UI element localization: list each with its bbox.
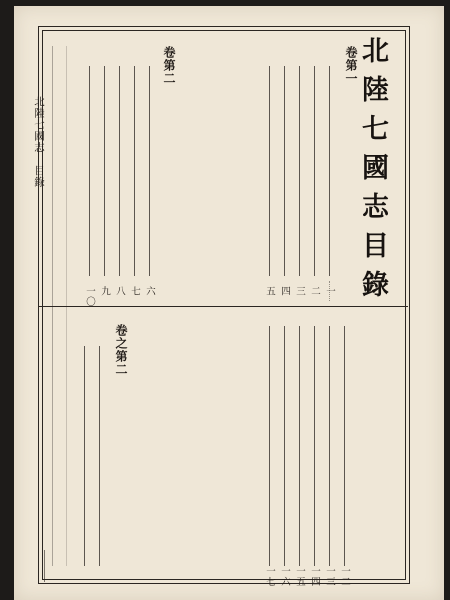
gutter-mark bbox=[44, 550, 45, 582]
page-number: 一 bbox=[324, 286, 335, 297]
toc-entry bbox=[99, 346, 100, 566]
page-number: 一七 bbox=[264, 566, 275, 587]
page-number: 七 bbox=[129, 286, 140, 297]
section-heading: 卷之第二 bbox=[114, 324, 128, 376]
section-heading: 卷第二 bbox=[162, 46, 176, 85]
toc-entry bbox=[299, 326, 300, 566]
page-number: 一四 bbox=[309, 566, 320, 587]
page-number: 二 bbox=[309, 286, 320, 297]
page-number: 一〇 bbox=[84, 286, 95, 307]
toc-entry bbox=[104, 66, 105, 276]
page-title: 北陸七國志目錄 bbox=[357, 36, 388, 309]
toc-entry bbox=[284, 326, 285, 566]
toc-entry bbox=[299, 66, 300, 276]
toc-entry bbox=[329, 326, 330, 566]
toc-entry bbox=[119, 66, 120, 276]
page-number: 一六 bbox=[279, 566, 290, 587]
page-number: 一二 bbox=[339, 566, 350, 587]
toc-entry bbox=[149, 66, 150, 276]
toc-entry bbox=[344, 326, 345, 566]
page-number: 一三 bbox=[324, 566, 335, 587]
page-number: 三 bbox=[294, 286, 305, 297]
toc-entry bbox=[84, 346, 85, 566]
page-number: 五 bbox=[264, 286, 275, 297]
page-number: 九 bbox=[99, 286, 110, 297]
spine-rule-inner bbox=[66, 46, 67, 566]
toc-entry bbox=[89, 66, 90, 276]
page-number: 六 bbox=[144, 286, 155, 297]
toc-entry bbox=[314, 66, 315, 276]
page-number: 一五 bbox=[294, 566, 305, 587]
toc-entry bbox=[314, 326, 315, 566]
page-number: 四 bbox=[279, 286, 290, 297]
section-heading: 卷第一 bbox=[344, 46, 358, 85]
toc-entry bbox=[284, 66, 285, 276]
document-page bbox=[14, 6, 444, 600]
toc-entry bbox=[134, 66, 135, 276]
page-number: 八 bbox=[114, 286, 125, 297]
spine-text: 北陸七國志 目錄 bbox=[33, 96, 45, 188]
toc-entry bbox=[329, 66, 330, 276]
toc-entry bbox=[269, 326, 270, 566]
spine-rule bbox=[52, 46, 53, 566]
toc-entry bbox=[269, 66, 270, 276]
